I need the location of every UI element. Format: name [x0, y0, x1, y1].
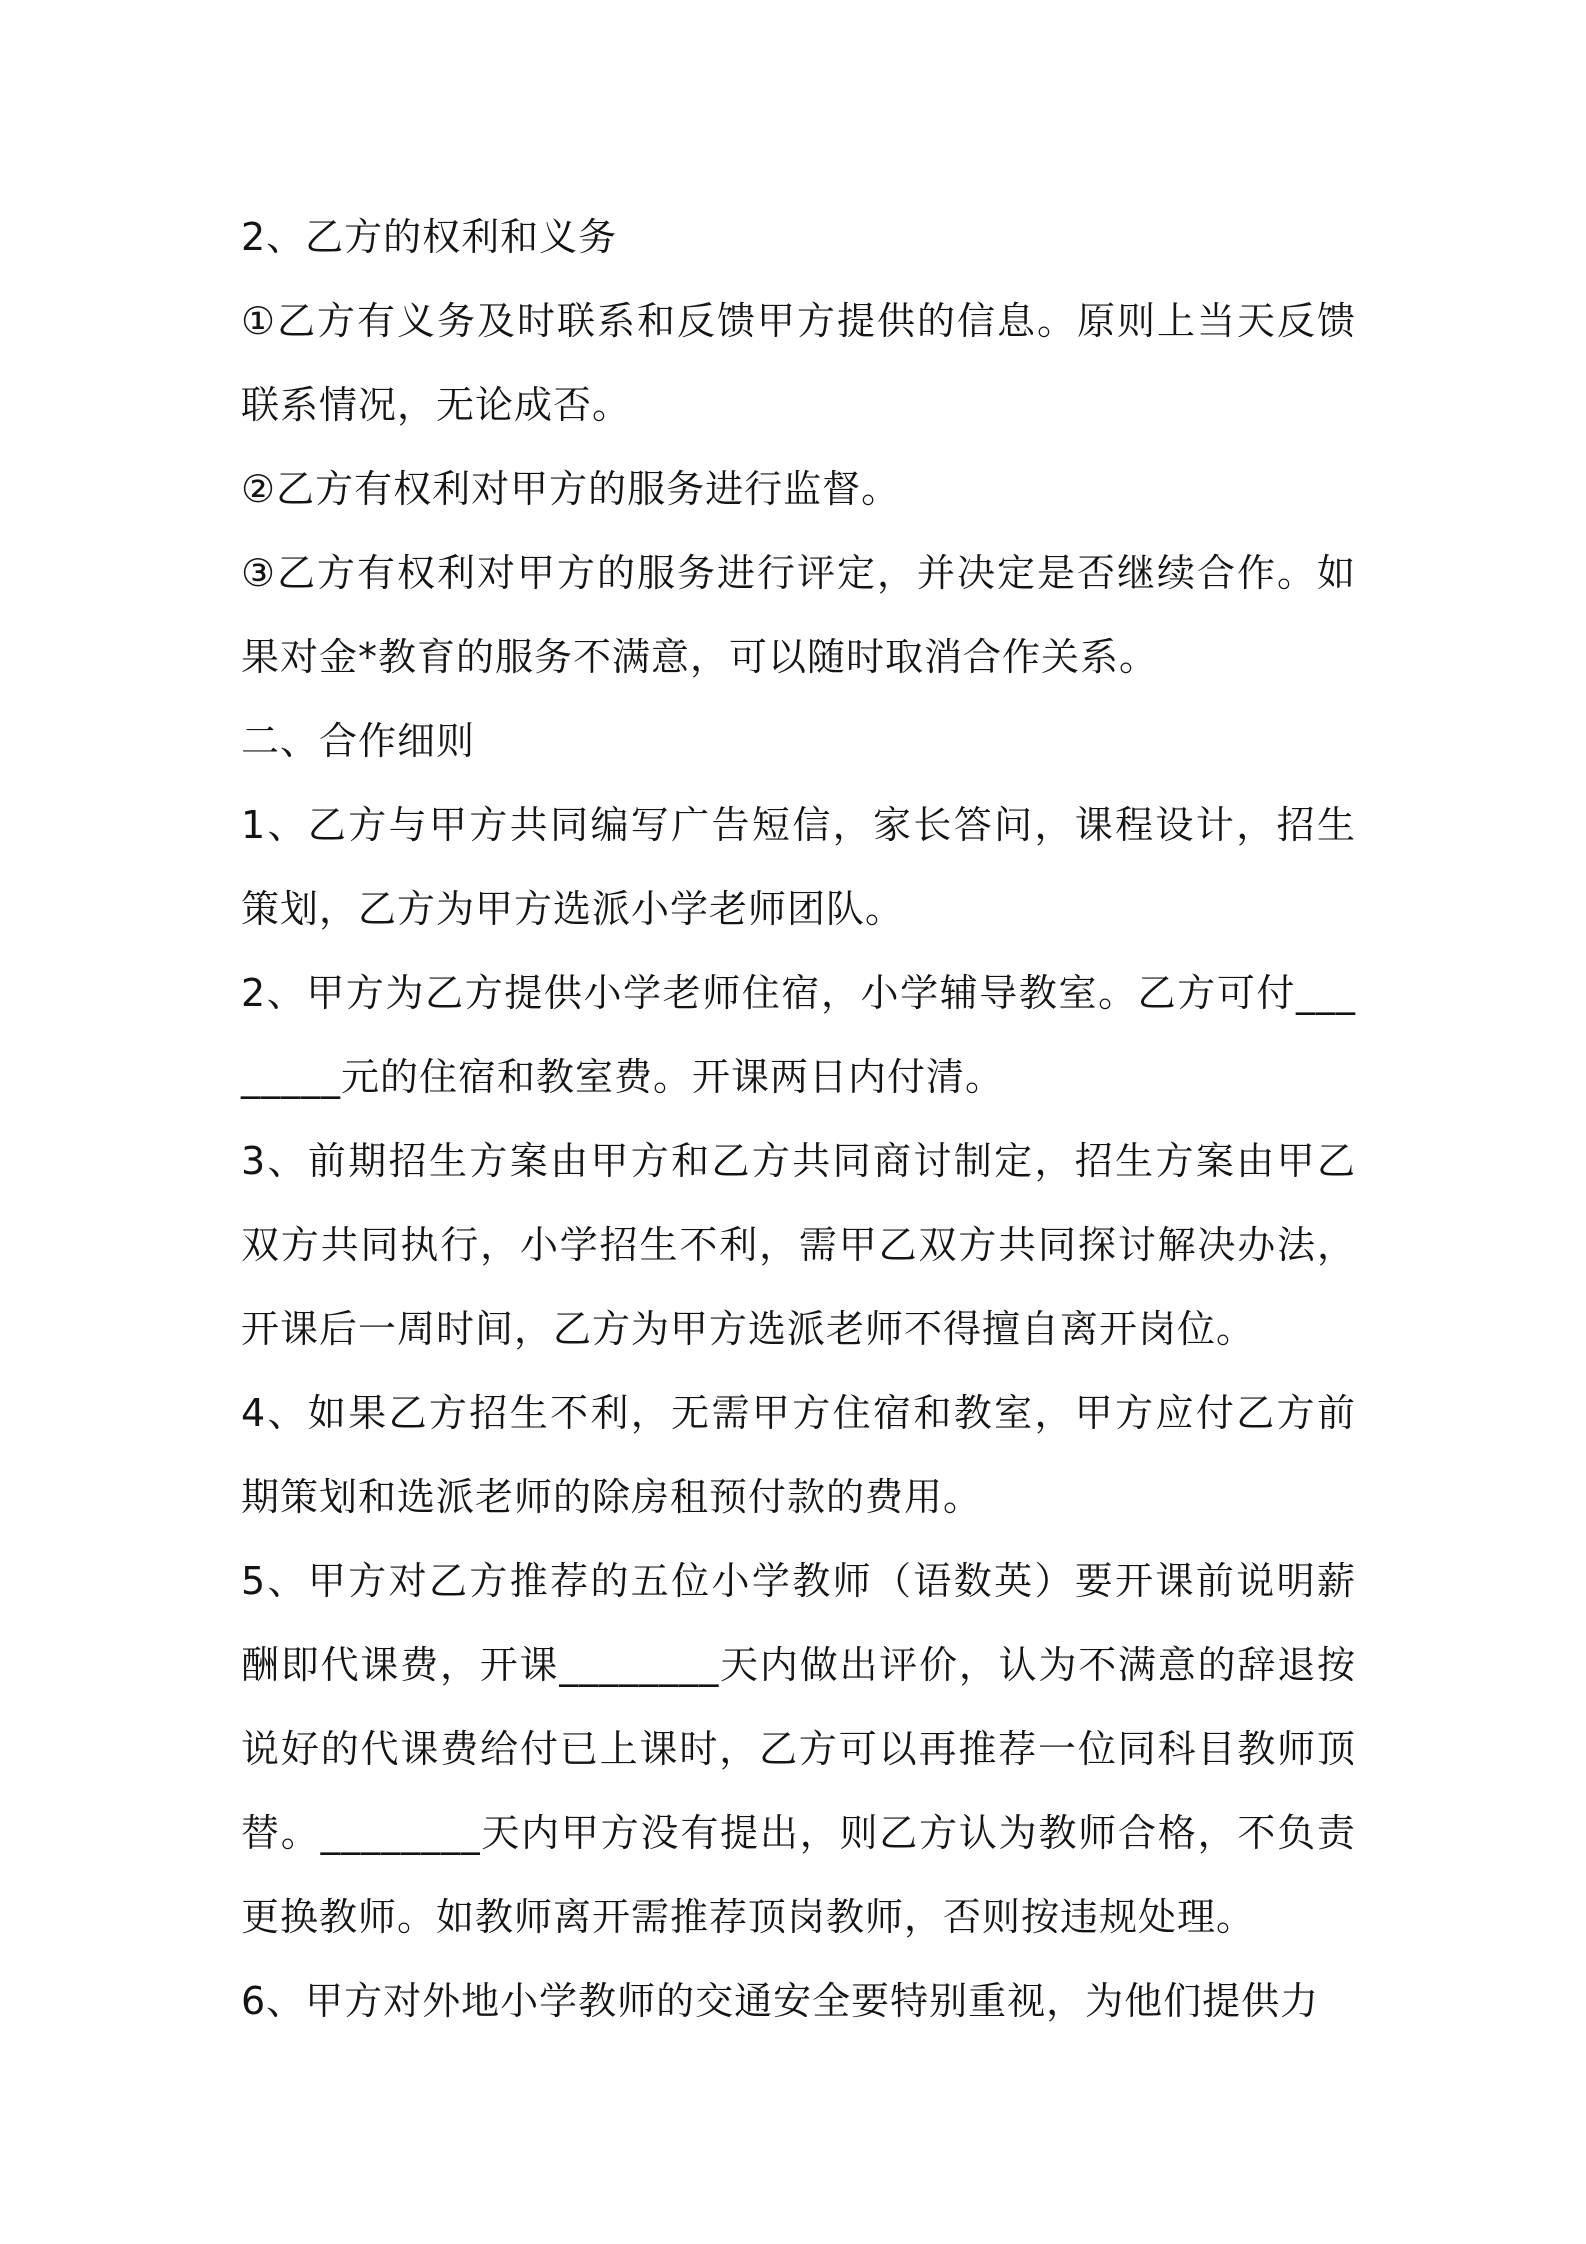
section-heading-cooperation: 二、合作细则 [241, 719, 476, 763]
clause-paragraph: 6、甲方对外地小学教师的交通安全要特别重视，为他们提供力 [241, 1979, 1320, 2023]
section-heading-rights: 2、乙方的权利和义务 [241, 215, 618, 259]
clause-paragraph: 5、甲方对乙方推荐的五位小学教师（语数英）要开课前说明薪酬即代课费，开课________天内做出评价，认为不满意的辞退按说好的代课费给付已上课时，乙方可以再推荐一位同科目教师顶替。________天内甲方没有提出，则乙方认为教师合格，不负责更换教师。如教师离开需推荐顶岗教师，否则按违规处理。 [241, 1559, 1356, 1939]
clause-paragraph: 3、前期招生方案由甲方和乙方共同商讨制定，招生方案由甲乙双方共同执行，小学招生不利，需甲乙双方共同探讨解决办法，开课后一周时间，乙方为甲方选派老师不得擅自离开岗位。 [241, 1139, 1356, 1351]
clause-paragraph: 2、甲方为乙方提供小学老师住宿，小学辅导教室。乙方可付________元的住宿和教室费。开课两日内付清。 [241, 971, 1356, 1099]
clause-paragraph: ③乙方有权利对甲方的服务进行评定，并决定是否继续合作。如果对金*教育的服务不满意，可以随时取消合作关系。 [241, 551, 1356, 679]
document-body [241, 195, 1356, 2043]
clause-paragraph: 1、乙方与甲方共同编写广告短信，家长答问，课程设计，招生策划，乙方为甲方选派小学老师团队。 [241, 803, 1356, 931]
clause-paragraph: ②乙方有权利对甲方的服务进行监督。 [241, 467, 901, 511]
clause-paragraph: 4、如果乙方招生不利，无需甲方住宿和教室，甲方应付乙方前期策划和选派老师的除房租预付款的费用。 [241, 1391, 1356, 1519]
clause-paragraph: ①乙方有义务及时联系和反馈甲方提供的信息。原则上当天反馈联系情况，无论成否。 [241, 299, 1356, 427]
